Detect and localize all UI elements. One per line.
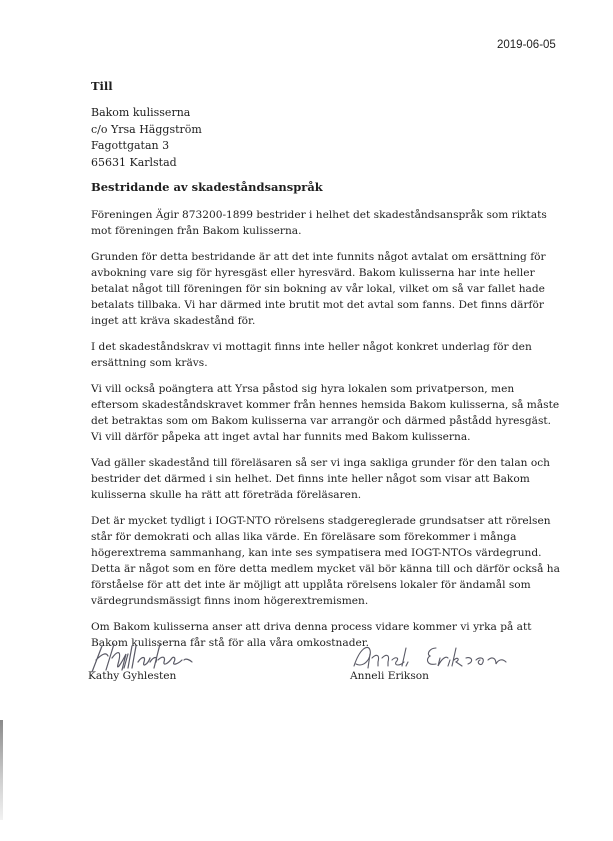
body-paragraph: Grunden för detta bestridande är att det inte funnits något avtalat om ersättning för avbokning vare sig för hyresgäst eller hyresvärd. Bakom kulisserna har inte heller betalat något till föreningen för sin bokning av vår lokal, vilket om så var fallet hade betalats tillbaka. Vi har därmed inte brutit mot det avtal som fanns. Det finns därför inget att kräva skadestånd för. xyxy=(91,251,546,327)
scan-edge xyxy=(0,720,3,820)
body-paragraph: I det skadeståndskrav vi mottagit finns inte heller något konkret underlag för den ersättning som krävs. xyxy=(91,341,532,369)
signatory-name: Kathy Gyhlesten xyxy=(88,670,177,682)
signatory-name: Anneli Erikson xyxy=(350,670,429,682)
address-line: c/o Yrsa Häggström xyxy=(91,122,202,136)
address-line: Bakom kulisserna xyxy=(91,106,191,119)
letter-body xyxy=(91,207,561,661)
signature-block-1 xyxy=(88,640,208,682)
recipient-address xyxy=(91,105,202,171)
address-line: 65631 Karlstad xyxy=(91,155,177,169)
body-paragraph: Föreningen Ägir 873200-1899 bestrider i helhet det skadeståndsanspråk som riktats mot föreningen från Bakom kulisserna. xyxy=(91,209,547,237)
signature-block-2 xyxy=(350,640,530,682)
address-line: Fagottgatan 3 xyxy=(91,139,170,152)
body-paragraph: Om Bakom kulisserna anser att driva denna process vidare kommer vi yrka på att Bakom kulisserna får stå för alla våra omkostnader. xyxy=(91,621,532,649)
body-paragraph: Det är mycket tydligt i IOGT-NTO rörelsens stadgereglerade grundsatser att rörelsen står för demokrati och allas lika värde. En föreläsare som förekommer i många högerextrema sammanhang, kan inte ses sympatisera med IOGT-NTOs värdegrund. Detta är något som en före detta medlem mycket väl bör känna till och därför också ha förståelse för att det inte är möjligt att upplåta rörelsens lokaler för ändamål som värdegrundsmässigt finns inom högerextremismen. xyxy=(91,515,560,607)
body-paragraph: Vi vill också poängtera att Yrsa påstod sig hyra lokalen som privatperson, men eftersom skadeståndskravet kommer från hennes hemsida Bakom kulisserna, så måste det betraktas som om Bakom kulisserna var arrangör och därmed påstådd hyresgäst. Vi vill därför påpeka att inget avtal har funnits med Bakom kulisserna. xyxy=(91,383,560,443)
letter-subject: Bestridande av skadeståndsanspråk xyxy=(91,180,323,194)
salutation: Till xyxy=(91,79,113,93)
letter-date: 2019-06-05 xyxy=(497,39,556,51)
body-paragraph: Vad gäller skadestånd till föreläsaren så ser vi inga sakliga grunder för den talan och bestrider det därmed i sin helhet. Det finns inte heller något som visar att Bakom kulisserna skulle ha rätt att företräda föreläsaren. xyxy=(91,457,550,501)
